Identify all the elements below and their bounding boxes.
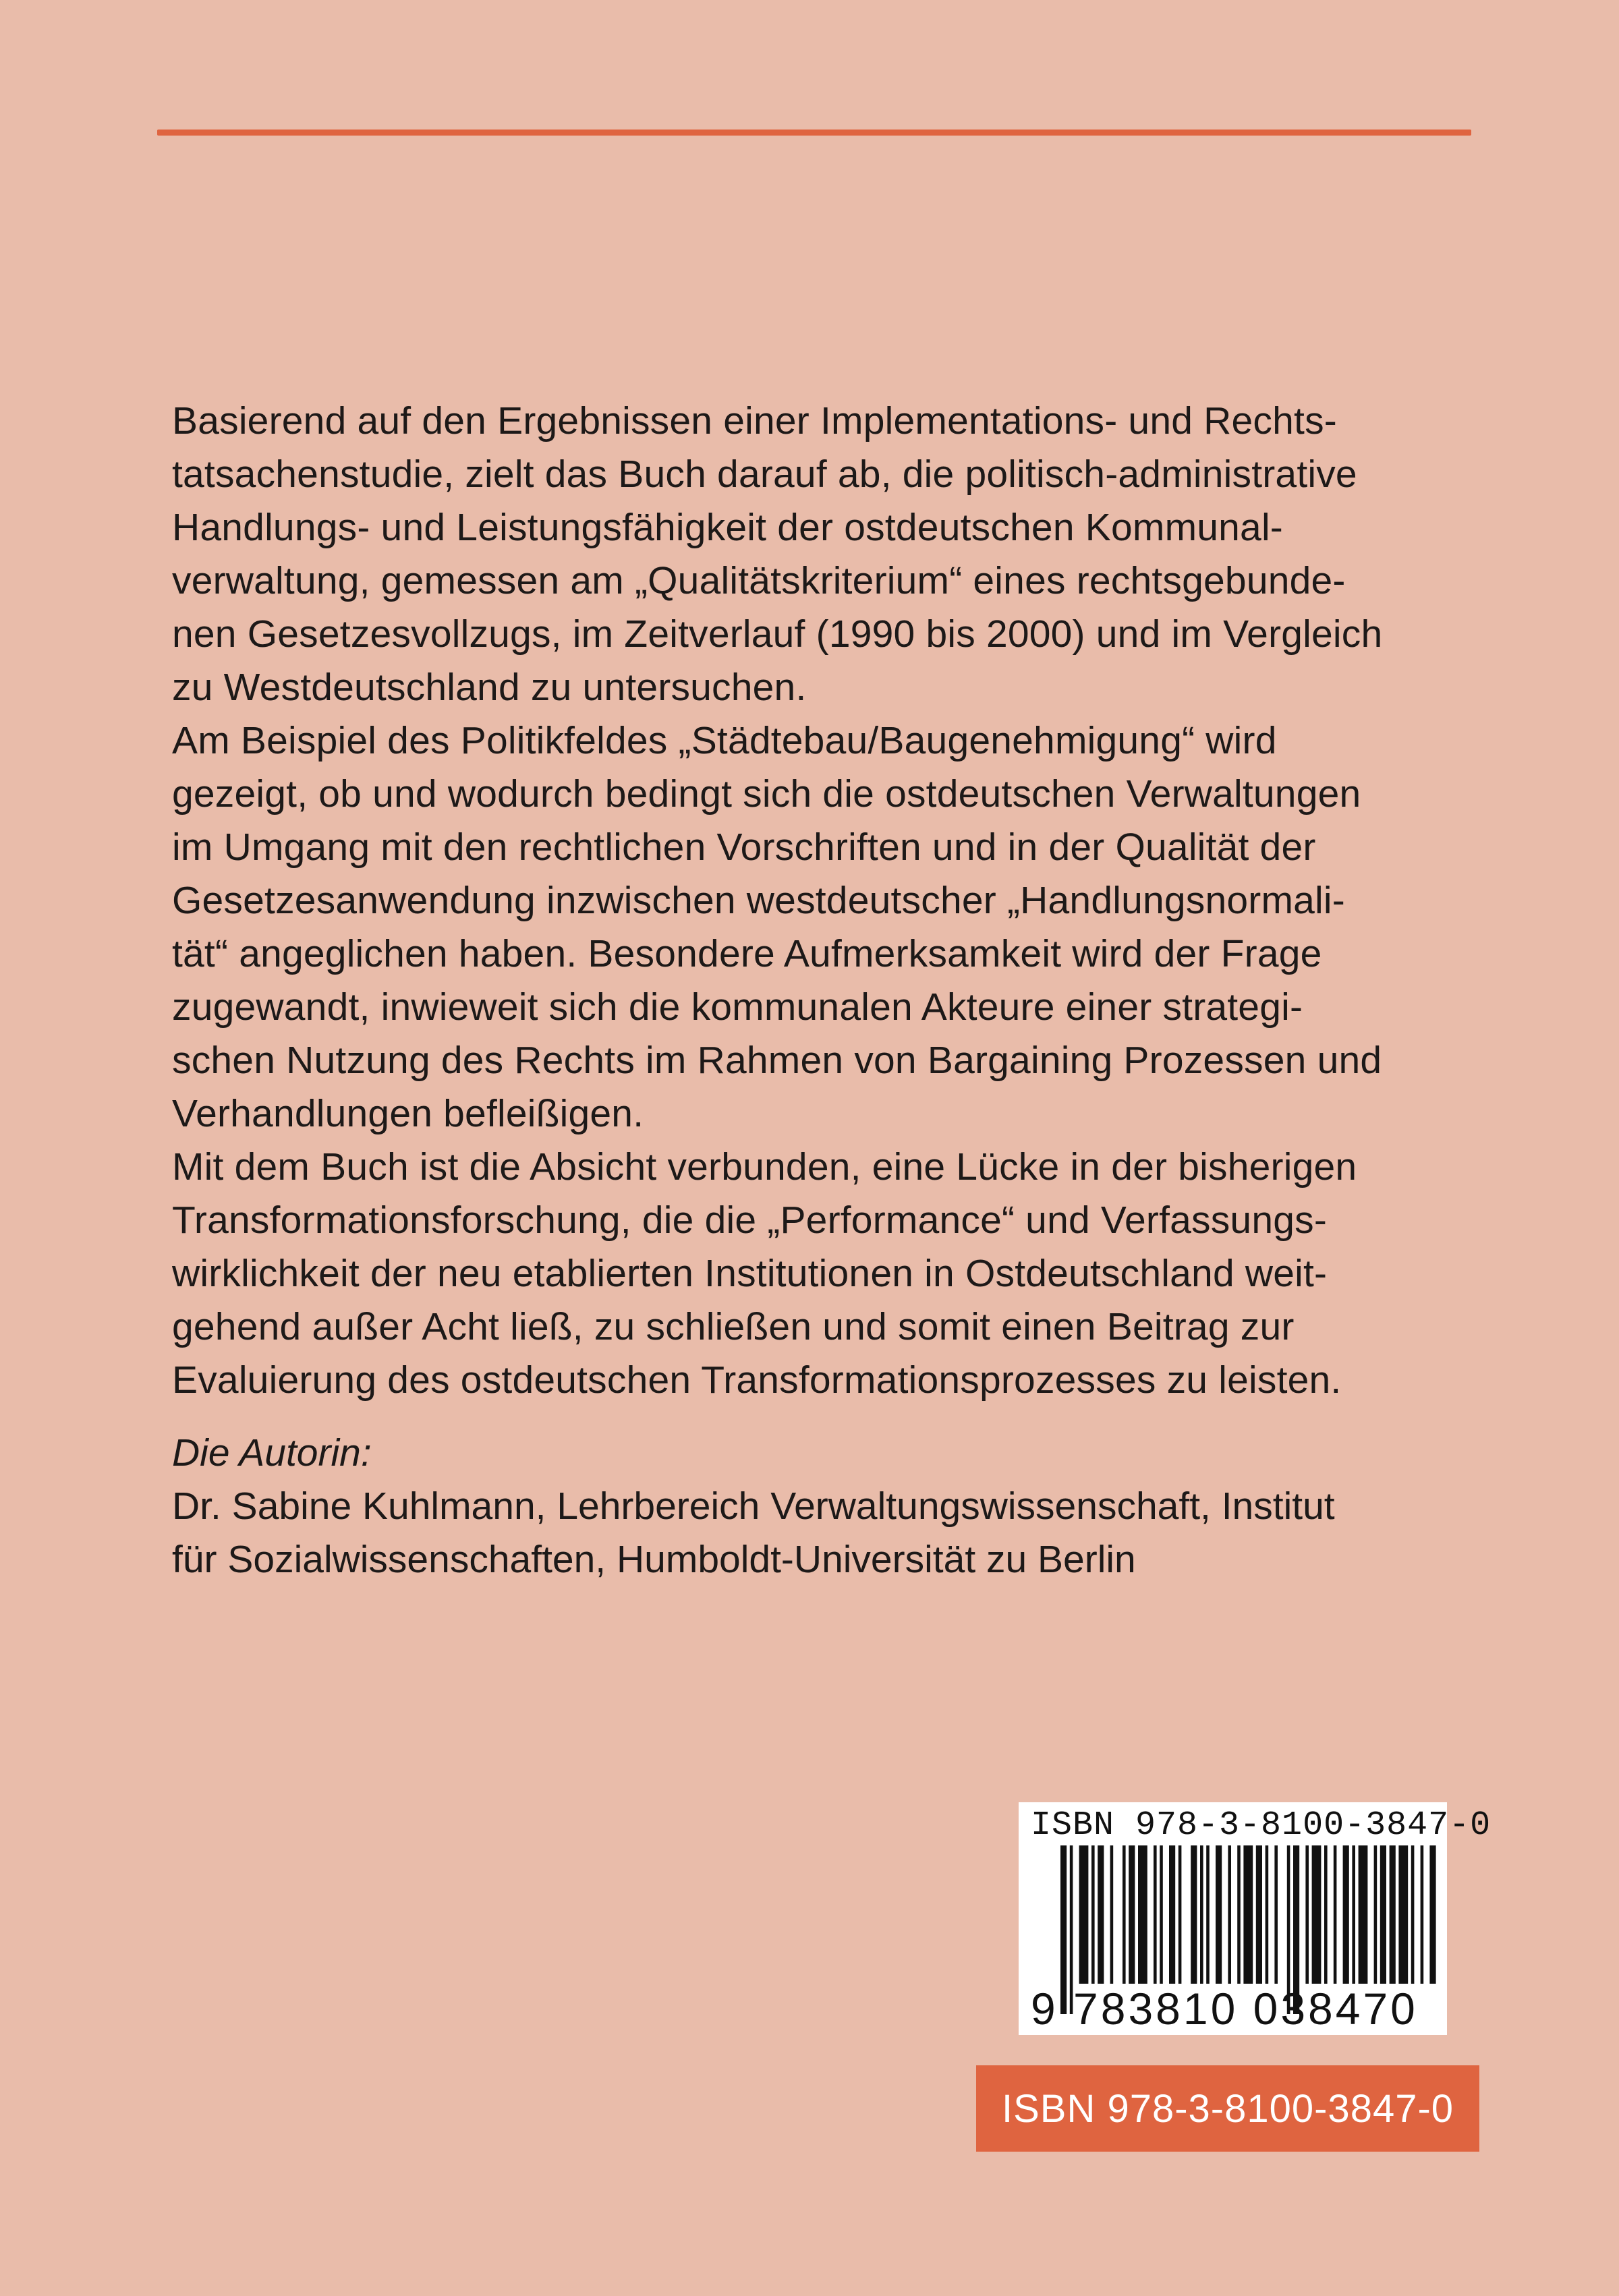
barcode-bar: [1191, 1845, 1197, 1984]
barcode-bar: [1411, 1845, 1415, 1984]
blurb-line: zugewandt, inwieweit sich die kommunalen Akteure einer strategi-: [172, 985, 1303, 1029]
barcode-digits: 9 783810 038470: [1031, 1984, 1418, 2034]
isbn-label: [976, 2065, 1479, 2152]
barcode-bar: [1398, 1845, 1408, 1984]
barcode-bar: [1266, 1845, 1269, 1984]
barcode-bar: [1274, 1845, 1278, 1984]
blurb-line: Gesetzesanwendung inzwischen westdeutscher „Handlungsnormali-: [172, 879, 1345, 922]
barcode-bar: [1206, 1845, 1210, 1984]
barcode-bar: [1380, 1845, 1386, 1984]
barcode-bar: [1154, 1845, 1157, 1984]
barcode-bar: [1374, 1845, 1377, 1984]
barcode-bar: [1305, 1845, 1309, 1984]
blurb-line: Basierend auf den Ergebnissen einer Implementations- und Rechts-: [172, 399, 1337, 442]
barcode: [1019, 1802, 1492, 2035]
blurb-line: Transformationsforschung, die die „Performance“ und Verfassungs-: [172, 1199, 1328, 1242]
blurb-line: schen Nutzung des Rechts im Rahmen von Bargaining Prozessen und: [172, 1039, 1382, 1082]
blurb-text: [172, 395, 1467, 1407]
barcode-bar: [1429, 1845, 1436, 1984]
blurb-line: Verhandlungen befleißigen.: [172, 1092, 644, 1135]
blurb-line: Handlungs- und Leistungsfähigkeit der ostdeutschen Kommunal-: [172, 506, 1283, 549]
barcode-bar: [1343, 1845, 1349, 1984]
blurb-line: Mit dem Buch ist die Absicht verbunden, eine Lücke in der bisherigen: [172, 1145, 1357, 1188]
barcode-bar: [1200, 1845, 1203, 1984]
isbn-label-text: ISBN 978-3-8100-3847-0: [1001, 2086, 1454, 2131]
blurb-line: zu Westdeutschland zu untersuchen.: [172, 666, 807, 709]
barcode-bar: [1352, 1845, 1355, 1984]
author-block: [172, 1427, 1467, 1586]
barcode-bar: [1129, 1845, 1135, 1984]
barcode-bar: [1228, 1845, 1231, 1984]
barcode-bar: [1243, 1845, 1253, 1984]
blurb-line: wirklichkeit der neu etablierten Institutionen in Ostdeutschland weit-: [172, 1252, 1328, 1295]
top-rule: [157, 130, 1471, 136]
barcode-bar: [1091, 1845, 1095, 1984]
barcode-bar: [1421, 1845, 1424, 1984]
blurb-line: gehend außer Acht ließ, zu schließen und somit einen Beitrag zur: [172, 1305, 1295, 1348]
barcode-bar: [1169, 1845, 1175, 1984]
barcode-bar: [1334, 1845, 1337, 1984]
barcode-bar: [1123, 1845, 1126, 1984]
blurb-line: tät“ angeglichen haben. Besondere Aufmerksamkeit wird der Frage: [172, 932, 1322, 975]
blurb-line: Evaluierung des ostdeutschen Transformationsprozesses zu leisten.: [172, 1358, 1342, 1402]
author-line: für Sozialwissenschaften, Humboldt-Universität zu Berlin: [172, 1538, 1136, 1581]
barcode-bar: [1216, 1845, 1222, 1984]
barcode-isbn-text: ISBN 978-3-8100-3847-0: [1031, 1806, 1492, 1845]
barcode-bar: [1256, 1845, 1262, 1984]
barcode-bar: [1079, 1845, 1089, 1984]
blurb-line: Am Beispiel des Politikfeldes „Städtebau/Baugenehmigung“ wird: [172, 719, 1277, 762]
barcode-bar: [1110, 1845, 1114, 1984]
blurb-line: nen Gesetzesvollzugs, im Zeitverlauf (1990 bis 2000) und im Vergleich: [172, 612, 1383, 656]
blurb-line: im Umgang mit den rechtlichen Vorschriften und in der Qualität der: [172, 826, 1316, 869]
barcode-bar: [1312, 1845, 1322, 1984]
barcode-bar: [1237, 1845, 1241, 1984]
blurb-line: verwaltung, gemessen am „Qualitätskriterium“ eines rechtsgebunde-: [172, 559, 1346, 602]
barcode-bar: [1359, 1845, 1368, 1984]
blurb-line: tatsachenstudie, zielt das Buch darauf ab, die politisch-administrative: [172, 453, 1357, 496]
barcode-bar: [1324, 1845, 1328, 1984]
blurb-line: gezeigt, ob und wodurch bedingt sich die ostdeutschen Verwaltungen: [172, 772, 1361, 815]
barcode-bar: [1160, 1845, 1163, 1984]
barcode-bar: [1390, 1845, 1396, 1984]
barcode-bar: [1178, 1845, 1182, 1984]
barcode-bar: [1098, 1845, 1104, 1984]
author-line: Dr. Sabine Kuhlmann, Lehrbereich Verwaltungswissenschaft, Institut: [172, 1485, 1335, 1528]
barcode-bar: [1138, 1845, 1147, 1984]
author-heading: Die Autorin:: [172, 1431, 372, 1474]
